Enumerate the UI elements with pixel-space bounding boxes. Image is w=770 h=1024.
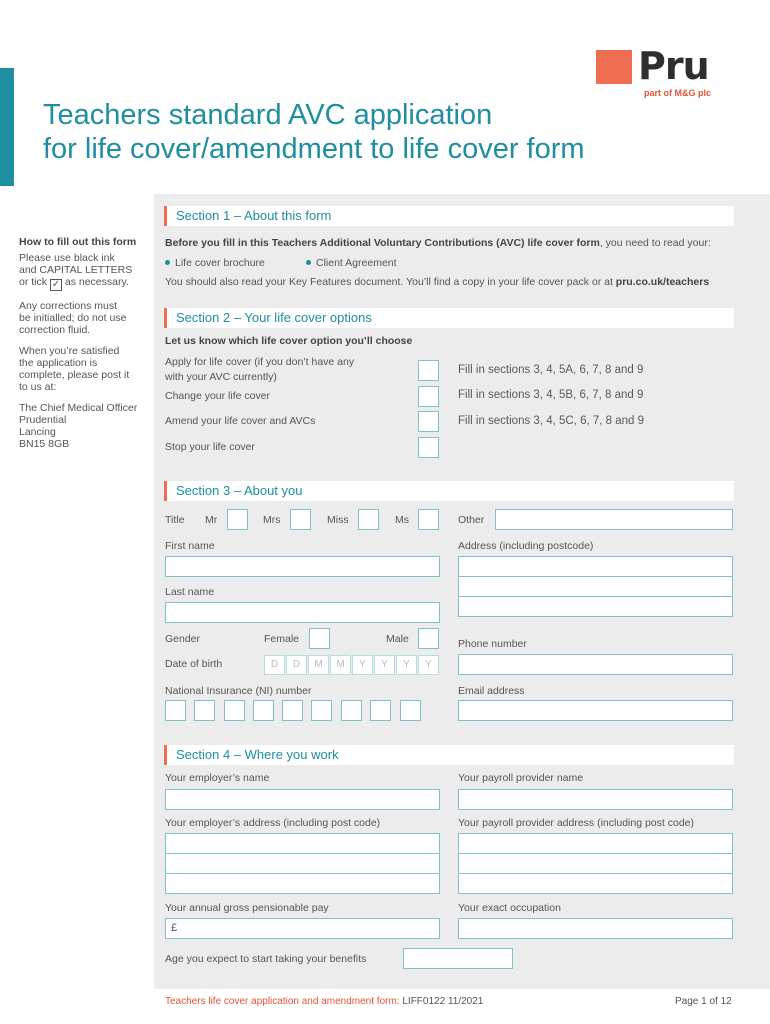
instructions-line — [19, 276, 151, 291]
ni-char-7[interactable] — [341, 700, 362, 721]
instructions-line: Please use black ink — [19, 252, 115, 264]
option-amend-label: Amend your life cover and AVCs — [165, 415, 316, 427]
intro-bold: Before you fill in this Teachers Additional Voluntary Contributions (AVC) life cover form — [165, 237, 600, 249]
section-1-intro — [165, 237, 711, 249]
intro-rest: , you need to read your: — [599, 237, 711, 249]
teachers-link[interactable]: pru.co.uk/teachers — [615, 276, 710, 288]
instructions-corrections — [19, 300, 151, 336]
title-mr-label: Mr — [205, 514, 218, 526]
bullet-text: Client Agreement — [316, 257, 397, 269]
option-stop-label: Stop your life cover — [165, 441, 255, 453]
section-4-header — [164, 745, 734, 765]
title-label: Title — [165, 514, 185, 526]
gross-pay-label: Your annual gross pensionable pay — [165, 902, 329, 914]
option-apply-checkbox[interactable] — [418, 360, 439, 381]
ni-char-1[interactable] — [165, 700, 186, 721]
instructions-line: correction fluid. — [19, 324, 91, 336]
bullet-icon — [165, 260, 170, 265]
employer-address-field-2[interactable] — [165, 853, 440, 874]
email-field[interactable] — [458, 700, 733, 721]
option-stop-checkbox[interactable] — [418, 437, 439, 458]
ni-label: National Insurance (NI) number — [165, 685, 312, 697]
first-name-field[interactable] — [165, 556, 440, 577]
employer-address-field-1[interactable] — [165, 833, 440, 854]
employer-name-label: Your employer’s name — [165, 772, 270, 784]
ni-char-9[interactable] — [400, 700, 421, 721]
dob-day-1[interactable]: D — [264, 655, 285, 675]
footer-form-code: LIFF0122 11/2021 — [402, 996, 484, 1007]
address-field-2[interactable] — [458, 576, 733, 597]
first-name-label: First name — [165, 540, 215, 552]
payroll-address-field-2[interactable] — [458, 853, 733, 874]
title-ms-checkbox[interactable] — [418, 509, 439, 530]
postal-address — [19, 402, 151, 450]
dob-day-2[interactable]: D — [286, 655, 307, 675]
instructions-text: or tick — [19, 276, 48, 288]
address-line: Lancing — [19, 426, 56, 438]
instructions-line: and CAPITAL LETTERS — [19, 264, 133, 276]
bullet-brochure — [165, 257, 265, 269]
title-line-2: for life cover/amendment to life cover form — [43, 133, 585, 165]
gender-male-checkbox[interactable] — [418, 628, 439, 649]
accent-bar — [0, 68, 14, 186]
tick-icon: ✓ — [51, 279, 61, 290]
payroll-address-label: Your payroll provider address (including post code) — [458, 817, 694, 829]
option-apply-note: Fill in sections 3, 4, 5A, 6, 7, 8 and 9 — [458, 364, 644, 376]
address-line: BN15 8GB — [19, 438, 70, 450]
dob-month-1[interactable]: M — [308, 655, 329, 675]
title-other-field[interactable] — [495, 509, 733, 530]
section-1-also — [165, 276, 709, 288]
footer-form-name — [165, 996, 483, 1007]
ni-char-8[interactable] — [370, 700, 391, 721]
address-field-3[interactable] — [458, 596, 733, 617]
pru-logo — [596, 44, 726, 100]
instructions-post — [19, 345, 151, 393]
payroll-address-field-3[interactable] — [458, 873, 733, 894]
phone-field[interactable] — [458, 654, 733, 675]
title-line-1: Teachers standard AVC application — [43, 99, 493, 131]
instructions-text: as necessary. — [64, 276, 129, 288]
option-change-note: Fill in sections 3, 4, 5B, 6, 7, 8 and 9 — [458, 389, 644, 401]
dob-year-3[interactable]: Y — [396, 655, 417, 675]
payroll-name-label: Your payroll provider name — [458, 772, 584, 784]
instructions-line: Any corrections must — [19, 300, 118, 312]
section-3-title: Section 3 – About you — [176, 483, 303, 498]
title-other-label: Other — [458, 514, 485, 526]
title-miss-label: Miss — [327, 514, 349, 526]
instructions-line: be initialled; do not use — [19, 312, 127, 324]
employer-name-field[interactable] — [165, 789, 440, 810]
payroll-name-field[interactable] — [458, 789, 733, 810]
bullet-icon — [306, 260, 311, 265]
instructions-heading: How to fill out this form — [19, 236, 137, 248]
title-miss-checkbox[interactable] — [358, 509, 379, 530]
dob-field[interactable] — [264, 655, 440, 675]
ni-char-6[interactable] — [311, 700, 332, 721]
option-change-label: Change your life cover — [165, 390, 271, 402]
ni-char-4[interactable] — [253, 700, 274, 721]
option-change-checkbox[interactable] — [418, 386, 439, 407]
gender-male-label: Male — [386, 633, 409, 645]
instructions-line: When you’re satisfied — [19, 345, 120, 357]
gross-pay-field[interactable] — [165, 918, 440, 939]
section-1-title: Section 1 – About this form — [176, 208, 332, 223]
page-number: Page 1 of 12 — [675, 996, 732, 1007]
section-2-title: Section 2 – Your life cover options — [176, 310, 372, 325]
option-apply-label-1: Apply for life cover (if you don’t have any — [165, 356, 355, 368]
address-label: Address (including postcode) — [458, 540, 594, 552]
currency-symbol: £ — [171, 922, 178, 934]
benefits-age-label: Age you expect to start taking your benefits — [165, 953, 367, 965]
section-3-header — [164, 481, 734, 501]
occupation-field[interactable] — [458, 918, 733, 939]
occupation-label: Your exact occupation — [458, 902, 561, 914]
section-1-header — [164, 206, 734, 226]
instructions-sidebar — [19, 236, 151, 459]
last-name-field[interactable] — [165, 602, 440, 623]
instructions-line: complete, please post it — [19, 369, 130, 381]
gender-label: Gender — [165, 633, 201, 645]
dob-label: Date of birth — [165, 658, 223, 670]
section-4-title: Section 4 – Where you work — [176, 747, 339, 762]
employer-address-field-3[interactable] — [165, 873, 440, 894]
footer-form-title: Teachers life cover application and amendment form: — [165, 996, 400, 1007]
bullet-text: Life cover brochure — [175, 257, 265, 269]
logo-text: Pru — [638, 44, 709, 88]
instructions-ink — [19, 252, 151, 291]
also-text: You should also read your Key Features document. You’ll find a copy in your life cover pack or at — [165, 276, 616, 288]
page-title — [43, 98, 643, 166]
last-name-label: Last name — [165, 586, 215, 598]
gender-female-label: Female — [264, 633, 300, 645]
address-field-1[interactable] — [458, 556, 733, 577]
payroll-address-field-1[interactable] — [458, 833, 733, 854]
instructions-line: to us at: — [19, 381, 57, 393]
address-line: The Chief Medical Officer — [19, 402, 138, 414]
benefits-age-field[interactable] — [403, 948, 513, 969]
option-amend-checkbox[interactable] — [418, 411, 439, 432]
title-mrs-label: Mrs — [263, 514, 281, 526]
dob-year-2[interactable]: Y — [374, 655, 395, 675]
dob-year-4[interactable]: Y — [418, 655, 439, 675]
title-mr-checkbox[interactable] — [227, 509, 248, 530]
option-amend-note: Fill in sections 3, 4, 5C, 6, 7, 8 and 9 — [458, 415, 645, 427]
ni-char-2[interactable] — [194, 700, 215, 721]
option-apply-label-2: with your AVC currently) — [165, 371, 277, 383]
options-prompt: Let us know which life cover option you’ll choose — [165, 335, 413, 347]
section-2-header — [164, 308, 734, 328]
title-ms-label: Ms — [395, 514, 409, 526]
phone-label: Phone number — [458, 638, 527, 650]
ni-char-3[interactable] — [224, 700, 245, 721]
ni-char-5[interactable] — [282, 700, 303, 721]
logo-square-icon — [596, 50, 632, 84]
email-label: Email address — [458, 685, 525, 697]
address-line: Prudential — [19, 414, 67, 426]
gender-female-checkbox[interactable] — [309, 628, 330, 649]
employer-address-label: Your employer’s address (including post code) — [165, 817, 381, 829]
dob-month-2[interactable]: M — [330, 655, 351, 675]
bullet-agreement — [306, 257, 397, 269]
dob-year-1[interactable]: Y — [352, 655, 373, 675]
instructions-line: the application is — [19, 357, 98, 369]
title-mrs-checkbox[interactable] — [290, 509, 311, 530]
logo-subtitle: part of M&G plc — [644, 88, 711, 98]
